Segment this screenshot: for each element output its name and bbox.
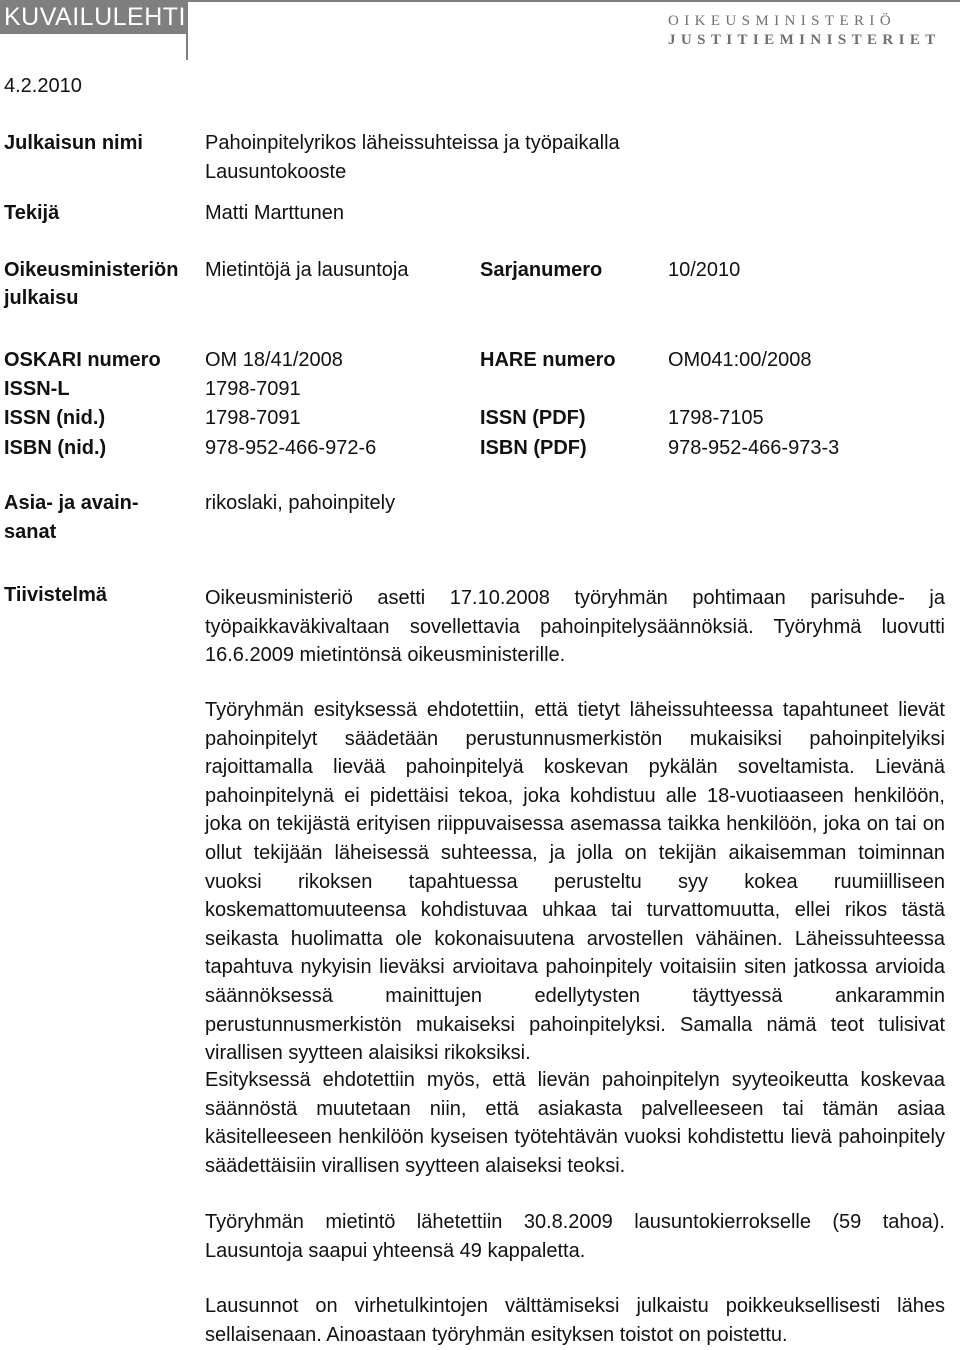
label-sarjanumero: Sarjanumero	[480, 259, 603, 281]
value-issn-l: 1798-7091	[205, 378, 301, 400]
header-divider	[186, 0, 188, 60]
label-isbn-nid: ISBN (nid.)	[4, 437, 107, 459]
value-tekija: Matti Marttunen	[205, 202, 344, 224]
value-issn-nid: 1798-7091	[205, 407, 301, 429]
header-band	[0, 0, 188, 34]
header-rule	[188, 0, 960, 2]
value-julkaisu: Mietintöjä ja lausuntoja	[205, 259, 409, 281]
ministry-name-sv: JUSTITIEMINISTERIET	[668, 32, 941, 48]
label-issn-nid: ISSN (nid.)	[4, 407, 106, 429]
value-oskari: OM 18/41/2008	[205, 349, 343, 371]
document-date: 4.2.2010	[4, 75, 82, 97]
value-isbn-pdf: 978-952-466-973-3	[668, 437, 840, 459]
label-issn-l: ISSN-L	[4, 378, 70, 400]
abstract-paragraph-3: Esityksessä ehdotettiin myös, että lievän pahoinpitelyn syyteoikeutta koskevaa säännöstä muutetaan niin, että asiakasta palvelleeseen tai tämän asiaa käsitelleeseen henkilöön kyseisen työtehtävän vuoksi kohdistettu lievä pahoinpitely säädettäisiin virallisen syytteen alaiseksi teoksi.	[205, 1069, 945, 1177]
label-isbn-pdf: ISBN (PDF)	[480, 437, 587, 459]
value-julkaisun-nimi-line1: Pahoinpitelyrikos läheissuhteissa ja työpaikalla	[205, 132, 620, 154]
label-tekija: Tekijä	[4, 202, 60, 224]
label-asiasanat-line2: sanat	[4, 521, 57, 543]
label-asiasanat-line1: Asia- ja avain-	[4, 492, 139, 514]
abstract-paragraph-5: Lausunnot on virhetulkintojen välttämiseksi julkaistu poikkeuksellisesti lähes sellaisenaan. Ainoastaan työryhmän esityksen toistot on poistettu.	[205, 1295, 945, 1346]
label-tiivistelma: Tiivistelmä	[4, 584, 108, 606]
abstract-paragraph-2: Työryhmän esityksessä ehdotettiin, että tietyt läheissuhteessa tapahtuneet lievät pahoinpitelyt säädetään perustunnusmerkistön mukaisiksi pahoinpitelyiksi rajoittamalla lievää pahoinpitelyä koskevan pykälän soveltamista. Lievänä pahoinpitelynä ei pidettäisi tekoa, joka kohdistuu alle 18-vuotiaaseen henkilöön, joka on tekijästä erityisen riippuvaisessa asemassa taikka henkilöön, joka on tai on ollut tekijään läheisessä suhteessa, ja jolla on tekijän aikaisemman toiminnan vuoksi rikoksen tapahtuessa perusteltu syy kokea ruumiilliseen koskemattomuuteensa kohdistuvaa uhkaa tai turvattomuutta, ellei rikos tästä seikasta huolimatta ole kokonaisuutena arvostellen vähäinen. Läheissuhteessa tapahtuva nykyisin lieväksi arvioitava pahoinpitely voitaisiin siten jatkossa arvioida säännöksessä mainittujen edellytysten täyttyessä ankarammin perustunnusmerkistön mukaiseksi pahoinpitelyksi. Samalla nämä teot tulisivat virallisen syytteen alaisiksi rikoksiksi.	[205, 699, 945, 1065]
value-isbn-nid: 978-952-466-972-6	[205, 437, 377, 459]
label-julkaisu-line2: julkaisu	[4, 287, 79, 309]
abstract-paragraph-1: Oikeusministeriö asetti 17.10.2008 työryhmän pohtimaan parisuhde- ja työpaikkaväkivaltaan sovellettavia pahoinpitelysäännöksiä. Työryhmä luovutti 16.6.2009 mietintönsä oikeusministerille.	[205, 587, 945, 667]
value-julkaisun-nimi-line2: Lausuntokooste	[205, 161, 347, 183]
value-sarjanumero: 10/2010	[668, 259, 741, 281]
abstract-paragraph-4: Työryhmän mietintö lähetettiin 30.8.2009 lausuntokierrokselle (59 tahoa). Lausuntoja saapui yhteensä 49 kappaletta.	[205, 1211, 945, 1262]
label-julkaisu-line1: Oikeusministeriön	[4, 259, 179, 281]
value-hare: OM041:00/2008	[668, 349, 812, 371]
label-issn-pdf: ISSN (PDF)	[480, 407, 586, 429]
label-oskari: OSKARI numero	[4, 349, 161, 371]
value-issn-pdf: 1798-7105	[668, 407, 764, 429]
document-type-title: KUVAILULEHTI	[4, 3, 186, 31]
label-hare: HARE numero	[480, 349, 616, 371]
value-asiasanat: rikoslaki, pahoinpitely	[205, 492, 396, 514]
ministry-name-fi: OIKEUSMINISTERIÖ	[668, 13, 897, 29]
label-julkaisun-nimi: Julkaisun nimi	[4, 132, 143, 154]
